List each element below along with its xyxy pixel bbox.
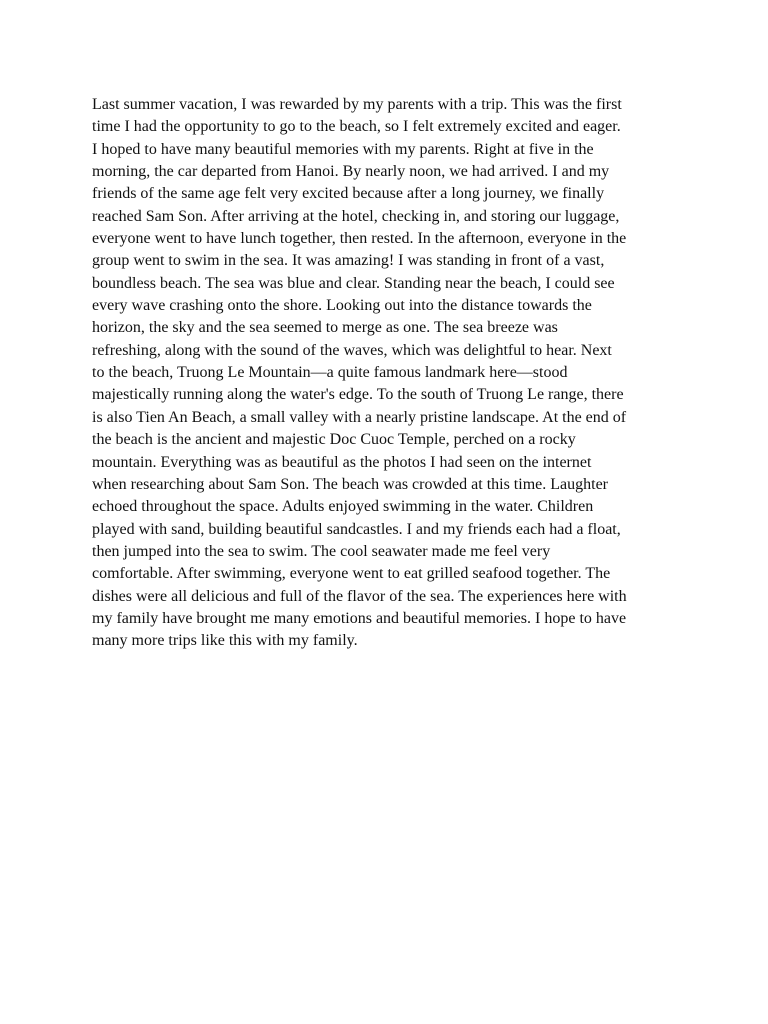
paragraph-line: then jumped into the sea to swim. The cool seawater made me feel very [92, 542, 551, 560]
paragraph-line: to the beach, Truong Le Mountain—a quite famous landmark here—stood [92, 364, 568, 382]
paragraph-line: mountain. Everything was as beautiful as the photos I had seen on the internet [92, 453, 592, 471]
paragraph-line: boundless beach. The sea was blue and clear. Standing near the beach, I could see [92, 274, 615, 292]
essay-paragraph [92, 94, 692, 653]
paragraph-line: I hoped to have many beautiful memories with my parents. Right at five in the [92, 140, 594, 158]
paragraph-line: friends of the same age felt very excited because after a long journey, we finally [92, 185, 605, 203]
paragraph-line: dishes were all delicious and full of the flavor of the sea. The experiences here with [92, 587, 627, 605]
paragraph-line: echoed throughout the space. Adults enjoyed swimming in the water. Children [92, 498, 594, 516]
paragraph-line: horizon, the sky and the sea seemed to merge as one. The sea breeze was [92, 319, 558, 337]
paragraph-line: majestically running along the water's edge. To the south of Truong Le range, there [92, 386, 624, 404]
paragraph-line: comfortable. After swimming, everyone went to eat grilled seafood together. The [92, 565, 611, 583]
paragraph-line: reached Sam Son. After arriving at the hotel, checking in, and storing our luggage, [92, 207, 620, 225]
paragraph-line: every wave crashing onto the shore. Looking out into the distance towards the [92, 297, 592, 315]
paragraph-line: everyone went to have lunch together, then rested. In the afternoon, everyone in the [92, 230, 627, 248]
paragraph-line: my family have brought me many emotions and beautiful memories. I hope to have [92, 609, 627, 627]
paragraph-line: the beach is the ancient and majestic Doc Cuoc Temple, perched on a rocky [92, 431, 576, 449]
paragraph-line: group went to swim in the sea. It was amazing! I was standing in front of a vast, [92, 252, 605, 270]
paragraph-line: is also Tien An Beach, a small valley with a nearly pristine landscape. At the end of [92, 408, 627, 426]
paragraph-line: morning, the car departed from Hanoi. By nearly noon, we had arrived. I and my [92, 163, 610, 181]
paragraph-line: when researching about Sam Son. The beach was crowded at this time. Laughter [92, 475, 608, 493]
paragraph-line: time I had the opportunity to go to the beach, so I felt extremely excited and eager. [92, 118, 621, 136]
paragraph-line: Last summer vacation, I was rewarded by my parents with a trip. This was the first [92, 96, 622, 113]
paragraph-line: played with sand, building beautiful sandcastles. I and my friends each had a float, [92, 520, 621, 538]
paragraph-line: many more trips like this with my family. [92, 632, 358, 650]
paragraph-line: refreshing, along with the sound of the waves, which was delightful to hear. Next [92, 341, 612, 359]
